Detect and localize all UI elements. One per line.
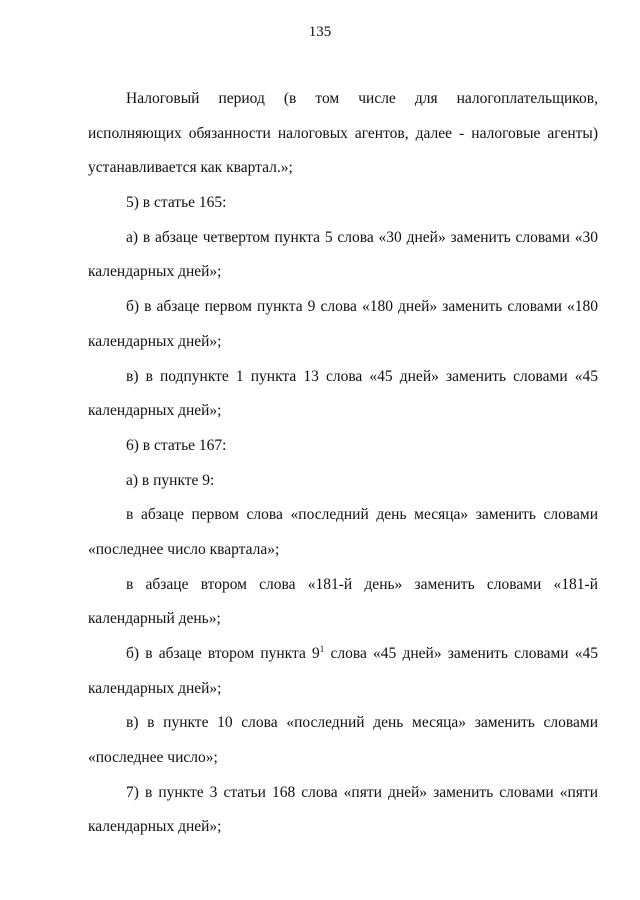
text-segment: б) в абзаце втором пункта 9 [126,645,320,662]
text-line: 6) в статье 167: [126,436,227,454]
text-line: Налоговый период (в том числе для налогоплательщиков, [126,90,598,107]
text-line: в) в пункте 10 слова «последний день месяца» заменить словами [126,714,598,732]
text-line: календарных дней»; [88,402,222,420]
text-line: устанавливается как квартал.»; [88,159,293,177]
text-line: календарный день»; [88,610,221,628]
superscript: 1 [319,643,325,654]
text-line: «последнее число»; [88,749,218,767]
text-line: 5) в статье 165: [126,194,227,212]
text-line: а) в пункте 9: [126,471,215,489]
text-line: б) в абзаце первом пункта 9 слова «180 дней» заменить словами «180 [126,298,598,316]
text-line: «последнее число квартала»; [88,540,280,558]
text-line: в абзаце первом слова «последний день месяца» заменить словами [126,506,598,524]
text-line: а) в абзаце четвертом пункта 5 слова «30 дней» заменить словами «30 [126,228,598,246]
text-line-with-superscript [88,637,598,672]
text-segment: слова «45 дней» заменить словами «45 [324,645,598,662]
text-line: календарных дней»; [88,332,222,350]
document-body [88,82,598,845]
page-number: 135 [308,24,332,40]
text-line: исполняющих обязанности налоговых агентов, далее - налоговые агенты) [88,124,598,142]
text-line: календарных дней»; [88,679,222,697]
text-line: в) в подпункте 1 пункта 13 слова «45 дней» заменить словами «45 [126,367,598,385]
text-line: календарных дней»; [88,263,222,281]
text-line: 7) в пункте 3 статьи 168 слова «пяти дней» заменить словами «пяти [126,783,598,801]
text-line: календарных дней»; [88,818,222,836]
text-line: в абзаце втором слова «181-й день» заменить словами «181-й [126,575,598,593]
